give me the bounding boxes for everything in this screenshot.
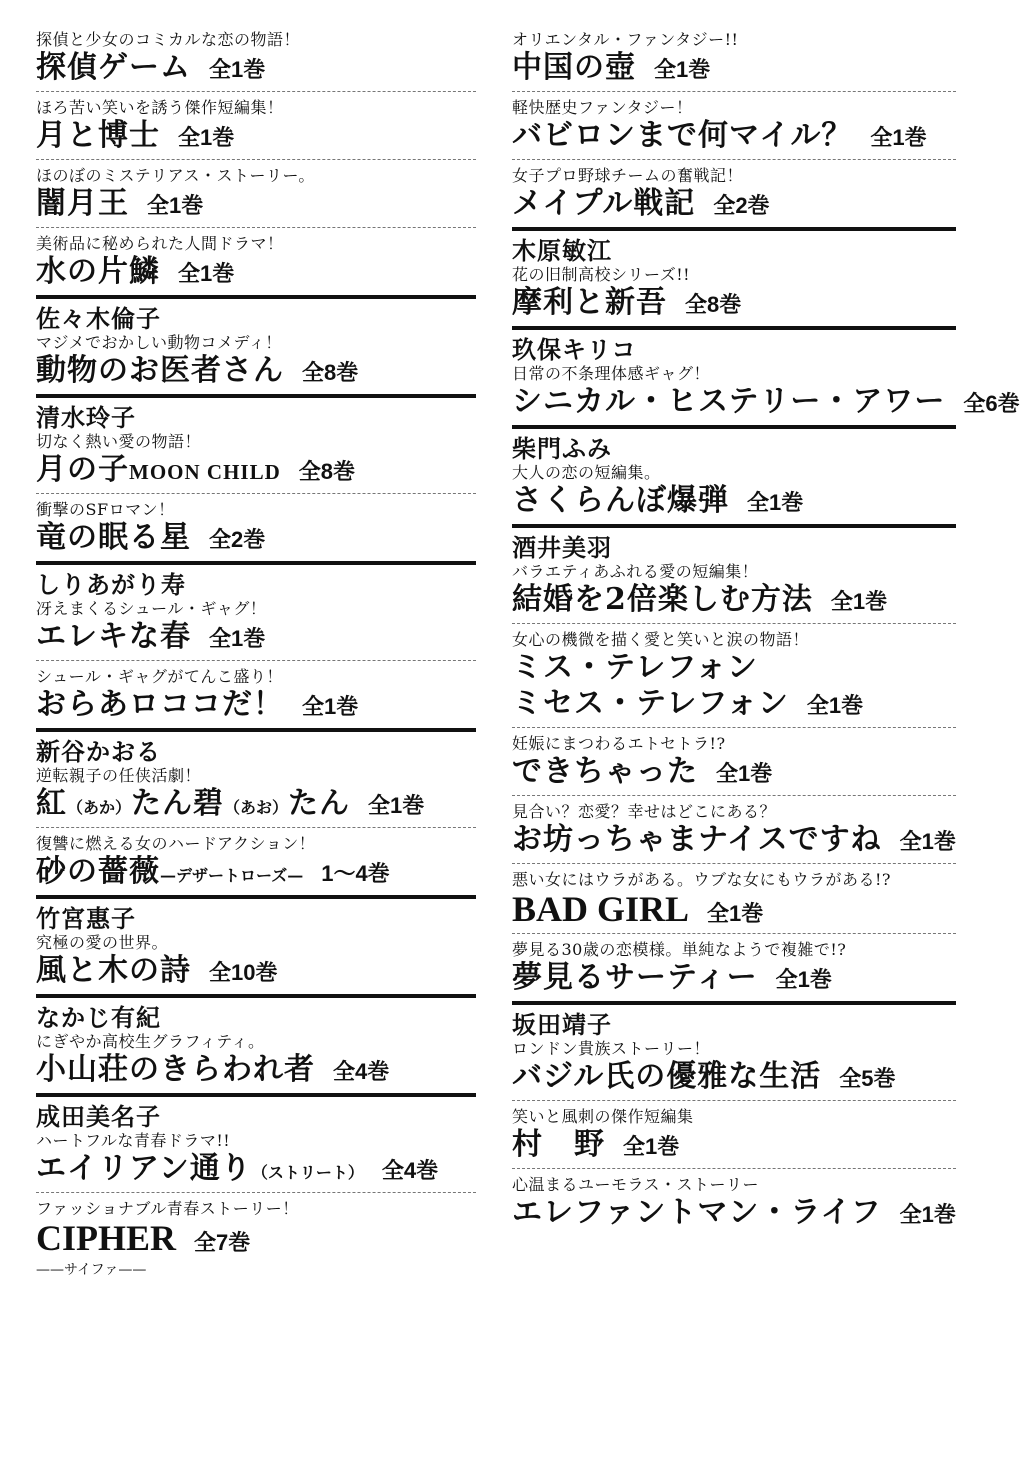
entry-tagline: オリエンタル・ファンタジー!! — [512, 30, 739, 49]
separator — [512, 863, 956, 864]
entry-tsuki-no-ko — [36, 404, 476, 488]
entry-volumes: 全1巻 — [623, 1134, 680, 1159]
entry-koyamasou — [36, 1004, 476, 1088]
entry-title: 水の片鱗 — [36, 254, 160, 289]
entry-akatan-aotan — [36, 738, 476, 822]
left-column — [36, 30, 476, 1279]
entry-tagline: 心温まるユーモラス・ストーリー — [512, 1175, 760, 1194]
entry-volumes: 全1巻 — [899, 829, 956, 854]
entry-tagline: 花の旧制高校シリーズ!! — [512, 265, 691, 284]
entry-tagline: にぎやか高校生グラフィティ。 — [36, 1032, 265, 1051]
entry-sakuranbo-bakudan — [512, 435, 956, 519]
entry-volumes: 全2巻 — [209, 527, 266, 552]
entry-tagline: 大人の恋の短編集。 — [512, 463, 661, 482]
entry-tagline: 軽快歴史ファンタジー！ — [512, 98, 693, 117]
entry-volumes: 全6巻 — [963, 391, 1020, 416]
entry-title: おらあロココだ！ — [36, 687, 284, 722]
entry-tagline: 女心の機微を描く愛と笑いと涙の物語！ — [512, 630, 810, 649]
entry-author: しりあがり寿 — [36, 570, 186, 599]
entry-author: 新谷かおる — [36, 737, 161, 766]
entry-title: 小山荘のきらわれ者 — [36, 1052, 315, 1087]
separator — [36, 827, 476, 828]
author-divider — [36, 394, 476, 398]
entry-tagline: 妊娠にまつわるエトセトラ!? — [512, 734, 726, 753]
entry-mari-to-shingo — [512, 237, 956, 321]
entry-chuugoku-no-tsubo — [512, 30, 956, 86]
entry-cynical-hysterie-hour — [512, 335, 1020, 420]
separator — [36, 1192, 476, 1193]
entry-title: エレファントマン・ライフ — [512, 1195, 882, 1230]
entry-title: 結婚を2倍楽しむ方法 — [512, 582, 813, 617]
entry-title: シニカル・ヒステリー・アワー — [512, 384, 946, 419]
author-divider — [36, 728, 476, 732]
entry-miss-telephone — [512, 630, 956, 722]
entry-tagline: ファッショナブル青春ストーリー！ — [36, 1199, 299, 1218]
entry-title: 月の子 — [36, 452, 129, 487]
entry-kekkon-wo-2bai — [512, 534, 956, 618]
entry-babylon — [512, 98, 956, 154]
entry-volumes: 全1巻 — [178, 261, 235, 286]
entry-title-latin: MOON CHILD — [129, 460, 281, 484]
author-divider — [36, 561, 476, 565]
entry-volumes: 全1巻 — [870, 125, 927, 150]
entry-maple-senki — [512, 166, 956, 222]
entry-tagline: 悪い女にはウラがある。ウブな女にもウラがある!? — [512, 870, 892, 889]
author-divider — [512, 326, 956, 330]
entry-title-second-line: ミセス・テレフォン — [512, 686, 789, 721]
entry-tagline: ハートフルな青春ドラマ!! — [36, 1131, 231, 1150]
entry-tsuki-to-hakase — [36, 98, 476, 154]
entry-author: 清水玲子 — [36, 403, 136, 432]
entry-author: 酒井美羽 — [512, 533, 612, 562]
entry-tagline: 衝撃のSFロマン！ — [36, 500, 175, 519]
separator — [512, 1168, 956, 1169]
separator — [512, 1100, 956, 1101]
entry-subtitle: —デザートローズ— — [160, 866, 304, 885]
entry-author: 成田美名子 — [36, 1102, 161, 1131]
entry-title: ミス・テレフォン — [512, 650, 758, 685]
entry-yumemiru-thirty — [512, 940, 956, 996]
entry-tagline: マジメでおかしい動物コメディ！ — [36, 333, 282, 352]
entry-title: 砂の薔薇 — [36, 854, 160, 889]
entry-tagline: 美術品に秘められた人間ドラマ！ — [36, 234, 284, 253]
entry-author: なかじ有紀 — [36, 1003, 161, 1032]
entry-volumes: 全1巻 — [178, 125, 235, 150]
entry-elephantman-life — [512, 1175, 956, 1231]
entry-title: メイプル戦記 — [512, 186, 696, 221]
author-divider — [36, 1093, 476, 1097]
entry-title: 夢見るサーティー — [512, 960, 758, 995]
entry-author: 柴門ふみ — [512, 434, 612, 463]
entry-volumes: 全1巻 — [716, 761, 773, 786]
entry-volumes: 全1巻 — [147, 193, 204, 218]
entry-title: 風と木の詩 — [36, 953, 191, 988]
entry-bad-girl — [512, 870, 956, 928]
entry-volumes: 全1巻 — [302, 694, 359, 719]
author-divider — [36, 895, 476, 899]
author-divider — [512, 524, 956, 528]
entry-volumes: 全4巻 — [333, 1059, 390, 1084]
separator — [36, 660, 476, 661]
separator — [512, 159, 956, 160]
entry-tantei-game — [36, 30, 476, 86]
entry-title-latin: CIPHER — [36, 1218, 177, 1258]
entry-title: バビロンまで何マイル？ — [512, 118, 853, 153]
entry-volumes: 全1巻 — [830, 589, 888, 614]
entry-volumes: 1〜4巻 — [321, 861, 390, 886]
author-divider — [512, 1001, 956, 1005]
entry-title-reading: （あか） — [67, 798, 132, 817]
entry-title: エイリアン通り — [36, 1151, 252, 1186]
entry-volumes: 全1巻 — [209, 57, 266, 82]
separator — [512, 933, 956, 934]
entry-volumes: 全5巻 — [839, 1066, 896, 1091]
entry-volumes: 全1巻 — [806, 693, 864, 718]
entry-tagline: 逆転親子の任侠活劇！ — [36, 766, 202, 785]
entry-cipher — [36, 1199, 476, 1279]
entry-volumes: 全8巻 — [302, 360, 359, 385]
entry-volumes: 全7巻 — [194, 1230, 251, 1255]
entry-obocchama — [512, 802, 956, 858]
separator — [36, 159, 476, 160]
entry-title-part: たん碧 — [131, 786, 225, 821]
entry-volumes: 全1巻 — [707, 901, 764, 926]
entry-title: 動物のお医者さん — [36, 353, 284, 388]
entry-tagline: 冴えまくるシュール・ギャグ！ — [36, 599, 267, 618]
entry-title-reading: （ストリート） — [251, 1163, 364, 1182]
entry-yamizukiou — [36, 166, 476, 222]
entry-volumes: 全1巻 — [747, 490, 804, 515]
entry-tagline: 究極の愛の世界。 — [36, 933, 169, 952]
entry-title: 探偵ゲーム — [36, 50, 191, 85]
entry-tagline: シュール・ギャグがてんこ盛り！ — [36, 667, 283, 686]
entry-author: 木原敏江 — [512, 236, 612, 265]
entry-tagline: ほろ苦い笑いを誘う傑作短編集！ — [36, 98, 284, 117]
entry-title: 月と博士 — [36, 118, 160, 153]
entry-tagline: 女子プロ野球チームの奮戦記！ — [512, 166, 744, 185]
entry-ereki-na-haru — [36, 571, 476, 655]
entry-title: バジル氏の優雅な生活 — [512, 1059, 822, 1094]
entry-title: お坊っちゃまナイスですね — [512, 822, 882, 857]
separator — [512, 727, 956, 728]
separator — [36, 493, 476, 494]
entry-volumes: 全1巻 — [775, 967, 832, 992]
entry-volumes: 全1巻 — [209, 626, 266, 651]
entry-volumes: 全2巻 — [713, 193, 770, 218]
entry-author: 竹宮惠子 — [36, 904, 136, 933]
entry-oraa-rokoko-da — [36, 667, 476, 723]
entry-title: エレキな春 — [36, 619, 191, 654]
entry-title: 摩利と新吾 — [512, 285, 667, 320]
entry-doubutsu-no-oishasan — [36, 305, 476, 389]
right-column — [512, 30, 1020, 1231]
entry-title: 村 野 — [512, 1127, 605, 1162]
entry-tagline: ほのぼのミステリアス・ストーリー。 — [36, 166, 315, 185]
entry-tagline: バラエティあふれる愛の短編集！ — [512, 562, 759, 581]
entry-volumes: 全1巻 — [368, 793, 425, 818]
entry-tagline: 復讐に燃える女のハードアクション！ — [36, 834, 316, 853]
entry-tagline: 見合い？恋愛？幸せはどこにある？ — [512, 802, 777, 821]
entry-author: 坂田靖子 — [512, 1010, 612, 1039]
entry-title-reading: （あお） — [224, 798, 289, 817]
entry-kaze-to-ki-no-uta — [36, 905, 476, 989]
entry-author: 玖保キリコ — [512, 335, 637, 364]
entry-tagline: 切なく熱い愛の物語！ — [36, 432, 202, 451]
entry-dekichatta — [512, 734, 956, 790]
author-divider — [36, 295, 476, 299]
entry-title: さくらんぼ爆弾 — [512, 483, 729, 518]
entry-volumes: 全1巻 — [654, 57, 711, 82]
entry-tagline: 夢見る30歳の恋模様。単純なようで複雑で!? — [512, 940, 847, 959]
entry-ryuu-no-nemuru-hoshi — [36, 500, 476, 556]
entry-title-latin: BAD GIRL — [512, 889, 690, 929]
entry-alien-street — [36, 1103, 476, 1187]
author-divider — [512, 425, 956, 429]
separator — [36, 227, 476, 228]
entry-volumes: 全8巻 — [685, 292, 742, 317]
entry-title: 竜の眠る星 — [36, 520, 191, 555]
entry-volumes: 全10巻 — [209, 960, 278, 985]
entry-title: 闇月王 — [36, 186, 129, 221]
entry-title-part: たん — [288, 786, 351, 821]
entry-title: できちゃった — [512, 754, 698, 789]
entry-murano — [512, 1107, 956, 1163]
entry-suna-no-bara — [36, 834, 476, 890]
author-divider — [512, 227, 956, 231]
entry-tagline: 笑いと風刺の傑作短編集 — [512, 1107, 694, 1126]
entry-volumes: 全1巻 — [899, 1202, 956, 1227]
entry-tagline: 日常の不条理体感ギャグ！ — [512, 364, 711, 383]
author-divider — [36, 994, 476, 998]
entry-title-part: 紅 — [36, 786, 67, 821]
entry-mizu-no-henrin — [36, 234, 476, 290]
entry-tagline: 探偵と少女のコミカルな恋の物語！ — [36, 30, 301, 49]
separator — [512, 91, 956, 92]
entry-volumes: 全4巻 — [381, 1158, 439, 1183]
entry-tagline: ロンドン貴族ストーリー！ — [512, 1039, 711, 1058]
entry-title-reading: ——サイファ—— — [36, 1262, 147, 1278]
entry-title: 中国の壺 — [512, 50, 636, 85]
separator — [512, 623, 956, 624]
entry-volumes: 全8巻 — [298, 459, 355, 484]
entry-author: 佐々木倫子 — [36, 304, 161, 333]
entry-basil-shi — [512, 1011, 956, 1095]
separator — [36, 91, 476, 92]
separator — [512, 795, 956, 796]
